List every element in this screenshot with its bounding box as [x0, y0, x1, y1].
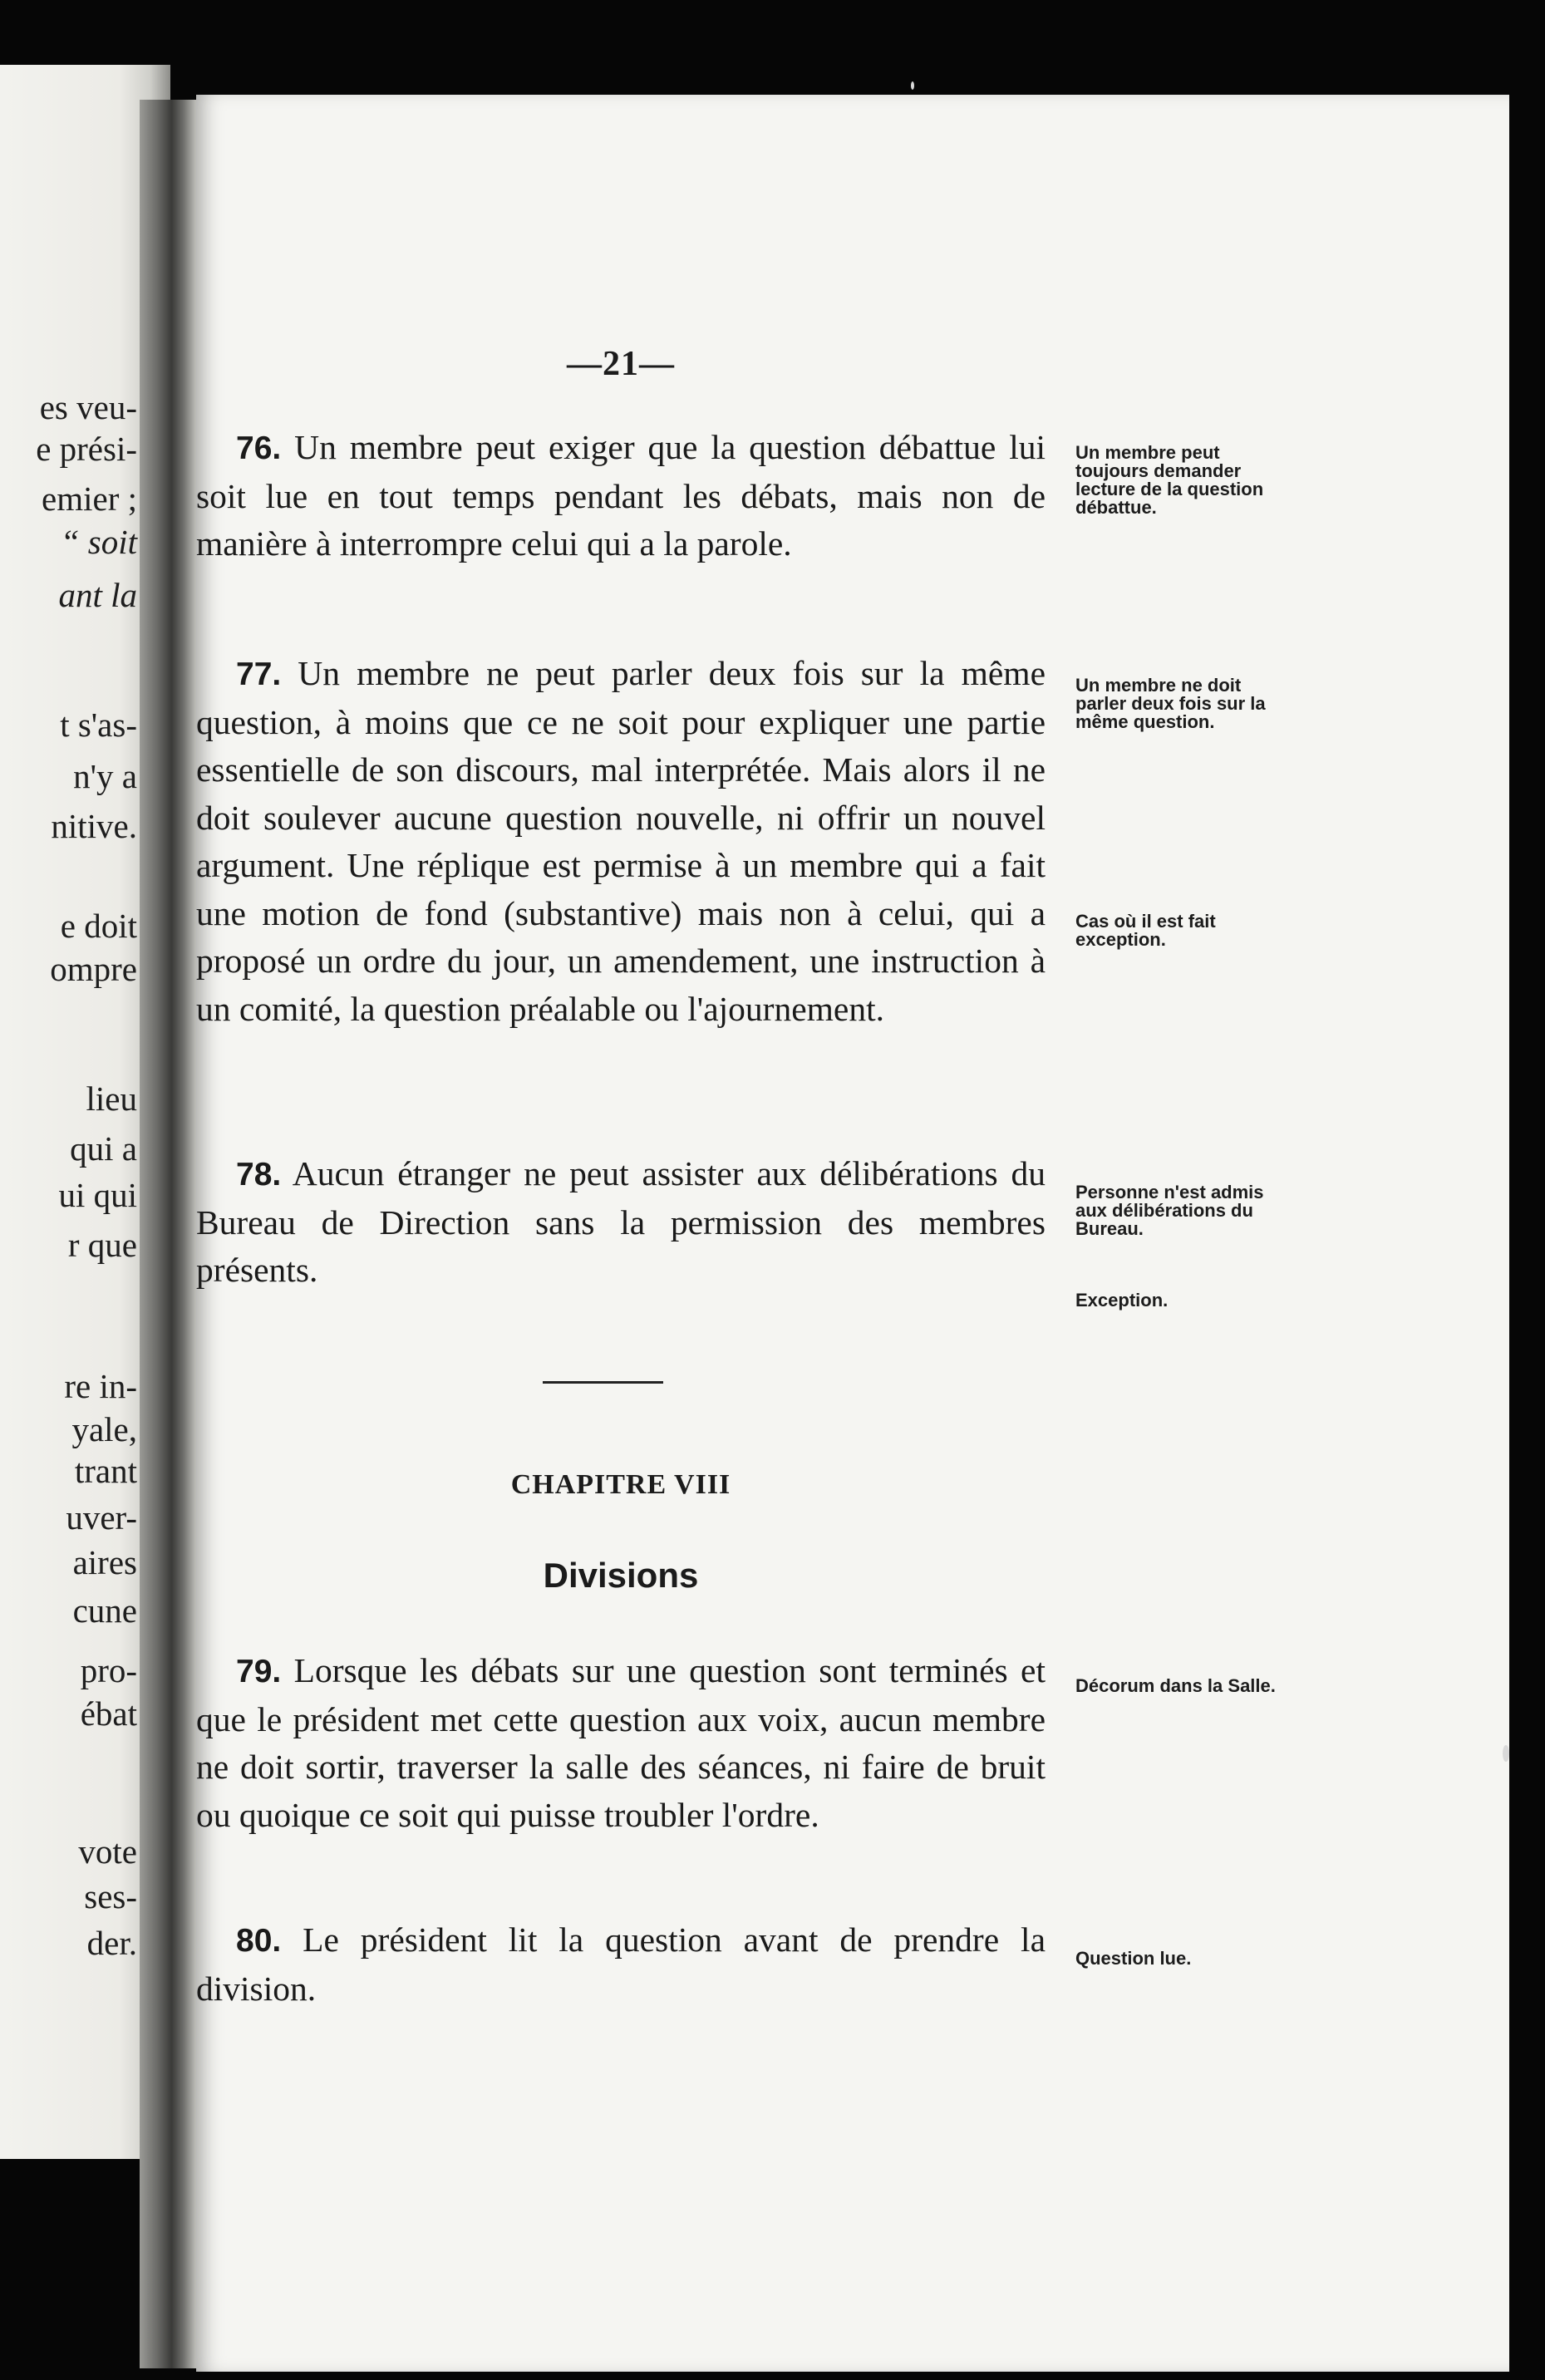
facing-page-text-fragment: aires [72, 1543, 137, 1581]
article-text: Le président lit la question avant de prendre la division. [196, 1920, 1046, 2008]
facing-page-text-fragment: lieu [86, 1079, 137, 1118]
margin-note-77: Un membre ne doit parler deux fois sur la même question. [1075, 675, 1266, 732]
facing-page-text-fragment: ant la [58, 576, 137, 614]
facing-page-text-fragment: cune [72, 1591, 137, 1630]
chapter-heading: CHAPITRE VIII [510, 1469, 731, 1500]
article-text: Un membre peut exiger que la question débattue lui soit lue en tout temps pendant les débats, mais non de manière à interrompre celui qui a la parole. [196, 428, 1046, 563]
margin-note-78-exception: Exception. [1075, 1290, 1169, 1310]
article-text: Aucun étranger ne peut assister aux délibérations du Bureau de Direction sans la permission des membres présents. [196, 1154, 1046, 1289]
facing-page-text-fragment: re in- [64, 1367, 137, 1405]
scan-speck [1503, 1745, 1509, 1762]
facing-page-text-fragment: e doit [60, 907, 137, 945]
facing-page-text-fragment: pro- [80, 1651, 137, 1689]
facing-page-text-fragment: r que [67, 1226, 137, 1264]
facing-page-text-fragment: ébat [80, 1694, 137, 1733]
facing-page-text-fragment: ompre [50, 950, 137, 988]
facing-page-text-fragment: trant [74, 1452, 137, 1490]
section-heading: Divisions [543, 1556, 699, 1595]
page-number: —21— [567, 345, 675, 383]
article-number: 76. [236, 430, 282, 466]
facing-page-text-fragment: yale, [71, 1410, 137, 1448]
facing-page-text-fragment: qui a [70, 1129, 137, 1168]
facing-page-text-fragment: uver- [66, 1498, 137, 1537]
facing-page-text-fragment: ses- [84, 1877, 137, 1915]
facing-page-text-fragment: t s'as- [60, 706, 137, 744]
binding-gutter [140, 100, 198, 2368]
article-78 [196, 1150, 1046, 1295]
article-text: Lorsque les débats sur une question sont terminés et que le président met cette question aux voix, aucun membre ne doit sortir, traverser la salle des séances, ni faire de bruit ou quoique ce soit qui puisse troubler l'ordre. [196, 1651, 1046, 1834]
scan-speck [911, 81, 914, 90]
section-rule [543, 1381, 663, 1384]
margin-note-76: Un membre peut toujours demander lecture de la question débattue. [1075, 442, 1264, 518]
article-number: 78. [236, 1157, 282, 1192]
facing-page-text-fragment: ui qui [58, 1176, 137, 1214]
facing-page-text-fragment: vote [78, 1832, 137, 1871]
article-number: 77. [236, 656, 282, 692]
article-79 [196, 1647, 1046, 1839]
page [196, 95, 1509, 2372]
facing-page-text-fragment: nitive. [51, 807, 137, 845]
facing-page-text-fragment: emier ; [42, 479, 137, 518]
facing-page-text-fragment: n'y a [73, 757, 137, 795]
article-text: Un membre ne peut parler deux fois sur la même question, à moins que ce ne soit pour expliquer une partie essentielle de son discours, mal interprétée. Mais alors il ne doit soulever aucune question nouvelle, ni offrir un nouvel argument. Une réplique est permise à un membre qui a fait une motion de fond (substantive) mais non à celui, qui a proposé un ordre du jour, un amendement, une instruction à un comité, la question préalable ou l'ajournement. [196, 654, 1046, 1028]
article-number: 79. [236, 1654, 282, 1689]
facing-page-text-fragment: “ soit [60, 523, 137, 561]
article-77 [196, 650, 1046, 1033]
margin-note-79: Décorum dans la Salle. [1075, 1675, 1276, 1696]
facing-page-text-fragment: e prési- [36, 430, 137, 468]
article-80 [196, 1916, 1046, 2013]
facing-page-text-fragment: der. [86, 1924, 137, 1962]
margin-note-77-exception: Cas où il est fait exception. [1075, 911, 1216, 950]
article-number: 80. [236, 1923, 282, 1959]
margin-note-80: Question lue. [1075, 1948, 1192, 1969]
article-76 [196, 424, 1046, 568]
margin-note-78: Personne n'est admis aux délibérations du Bureau. [1075, 1182, 1264, 1239]
facing-page-text-fragment: es veu- [39, 388, 137, 426]
